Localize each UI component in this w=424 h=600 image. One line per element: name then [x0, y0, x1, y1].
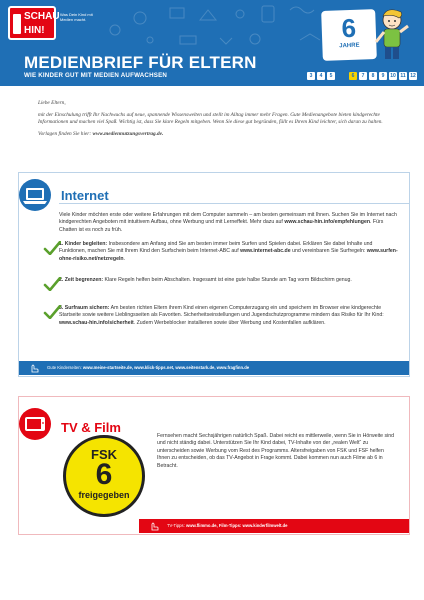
laptop-icon — [15, 177, 55, 213]
schau-hin-logo[interactable] — [8, 6, 106, 40]
tip-1-link-internet-abc[interactable]: www.internet-abc.de — [240, 248, 291, 255]
intro-templates — [38, 131, 398, 139]
intro-letter — [38, 100, 398, 142]
tip-1-heading: 1. Kinder begleiten: — [59, 241, 108, 247]
age-number: 6 — [341, 12, 357, 44]
internet-section — [18, 172, 410, 377]
section-title-tv: TV & Film — [61, 420, 121, 435]
tip-1-body-3: . — [123, 255, 126, 262]
pointer-hand-icon — [149, 521, 159, 531]
logo-text-line2: HIN! — [24, 25, 45, 36]
tv-footer-links[interactable]: www.flimmo.de, Film-Tipps: www.kinderfilmwelt.de — [185, 523, 288, 528]
age-scale-item: 7 — [359, 72, 367, 80]
internet-intro-text: Viele Kinder möchten erste oder weitere Erfahrungen mit dem Computer sammeln – am besten gemeinsam mit Ihnen. Suchen Sie im Internet nach kindgerechten Angeboten mit intuitivem Aufbau, ohne Werbung und mit Lerneffekt. Mehr dazu auf — [59, 212, 397, 226]
fsk-label: FSK — [91, 447, 117, 462]
internet-footer-text — [47, 365, 249, 370]
tip-3-link-sicherheit[interactable]: www.schau-hin.info/sicherheit — [59, 319, 134, 326]
tip-1 — [19, 241, 399, 263]
age-scale-item: 9 — [379, 72, 387, 80]
fsk-6-badge — [63, 435, 145, 517]
header-banner — [0, 0, 424, 86]
age-scale-item: 10 — [390, 73, 396, 79]
logo-text-line1: SCHAU — [24, 11, 60, 22]
age-scale-gap — [337, 72, 347, 80]
age-scale-item: 8 — [369, 72, 377, 80]
internet-intro — [59, 212, 401, 234]
logo-exclamation-icon — [13, 14, 21, 34]
internet-footer-strip — [19, 361, 409, 375]
pointer-hand-icon — [29, 363, 39, 373]
checkmark-icon — [43, 305, 61, 319]
tip-2 — [19, 277, 399, 284]
tv-section — [18, 396, 410, 535]
checkmark-icon — [43, 277, 61, 291]
checkmark-icon — [43, 241, 61, 255]
age-scale-item: 5 — [327, 72, 335, 80]
tv-footer-text — [167, 523, 287, 528]
tip-1-link-surfregeln[interactable]: www.surfen-ohne-risiko.net/netzregeln — [59, 248, 398, 262]
tip-3-heading: 3. Surfraum sichern: — [59, 305, 110, 311]
tip-1-text — [59, 241, 399, 263]
internet-footer-links[interactable]: www.meine-startseite.de, www.klick-tipps.net, www.seitenstark.de, www.fragfinn.de — [82, 365, 250, 370]
age-scale-item: 4 — [317, 72, 325, 80]
intro-greeting: Liebe Eltern, — [38, 100, 66, 106]
age-scale — [307, 72, 417, 80]
internet-intro-text-end: . Fürs Chatten ist es noch zu früh. — [59, 219, 384, 233]
child-illustration-icon — [364, 6, 414, 62]
page-title: MEDIENBRIEF FÜR ELTERN — [24, 53, 257, 72]
tip-3 — [19, 305, 399, 327]
tip-1-body: Insbesondere am Anfang sind Sie am besten immer beim Surfen und Spielen dabei. Erklären Sie dabei Inhalte und Funktionen, machen Sie mit Ihrem Kind den Surfschein beim Internet-ABC auf — [59, 241, 373, 255]
age-scale-item: 12 — [410, 73, 416, 79]
tip-1-body-2: und vereinbaren Sie Surfregeln: — [290, 248, 367, 255]
tv-icon — [15, 405, 55, 441]
tv-footer-strip — [139, 519, 409, 533]
tip-3-body: Am besten richten Eltern ihrem Kind einen eigenen Computerzugang ein und speichern im Browser eine kindgerechte Startseite sowie weitere Lieblingsseiten als Favoriten. Sicherheitseinstellungen und Jugendschutzprogramme mindern das Risiko für Ihr Kind: — [59, 305, 384, 319]
tip-2-text — [59, 277, 399, 284]
internet-footer-label: Gute Kinderseiten: — [47, 365, 83, 370]
logo-badge — [8, 6, 60, 40]
internet-intro-link[interactable]: www.schau-hin.info/empfehlungen — [284, 219, 371, 226]
fsk-number: 6 — [95, 458, 113, 491]
tv-footer-label: TV-Tipps: — [167, 523, 186, 528]
logo-tagline: Was Dein Kind mit Medien macht. — [60, 12, 93, 22]
age-scale-item: 11 — [400, 73, 406, 79]
section-title-internet: Internet — [61, 188, 109, 203]
tip-2-heading: 2. Zeit begrenzen: — [59, 277, 104, 283]
page-subtitle: WIE KINDER GUT MIT MEDIEN AUFWACHSEN — [24, 72, 168, 79]
tv-body-text: Fernsehen macht Sechsjährigen natürlich Spaß. Dabei reicht es mittlerweile, wenn Sie in Hörweite sind und nicht ständig dabei. Unterstützen Sie Ihr Kind dabei, TV-Inhalte von der „realen Welt“ zu unterscheiden sowie Werbung vom Rest des Programms. Altersfreigaben von FSK und FSF helfen Ihnen zu entscheiden, ob das TV-Angebot in Frage kommt. Dabei kommen nun auch Filme ab 6 in Betracht. — [157, 433, 395, 469]
tip-3-body-2: . Zudem Werbeblocker installieren sowie über Werbung und Kostenfallen aufklären. — [133, 319, 326, 326]
intro-templates-text: Vorlagen finden Sie hier: — [38, 130, 93, 137]
intro-templates-link[interactable]: www.mediennutzungsvertrag.de. — [92, 130, 164, 137]
section-divider — [59, 203, 409, 204]
age-scale-item-active: 6 — [349, 72, 357, 80]
age-scale-item: 3 — [307, 72, 315, 80]
tip-2-body: Klare Regeln helfen beim Abschalten. Insgesamt ist eine gute halbe Stunde am Tag vorm Bildschirm genug. — [103, 277, 352, 283]
fsk-caption: freigegeben — [78, 490, 130, 500]
intro-paragraph: mit der Einschulung trifft Ihr Nachwuchs auf neue, spannende Wissenswelten und stellt im Alltag immer mehr Fragen. Gute Medienangebote bieten kindgerechte Informationen und machen viel Spaß. Wichtig ist, dass Sie klare Regeln mitgeben. Wenn Sie diese gut begründen, fällt es Ihrem Kind leichter, sich daran zu halten. — [38, 111, 383, 126]
age-label: JAHRE — [339, 42, 360, 50]
tip-3-text — [59, 305, 399, 327]
